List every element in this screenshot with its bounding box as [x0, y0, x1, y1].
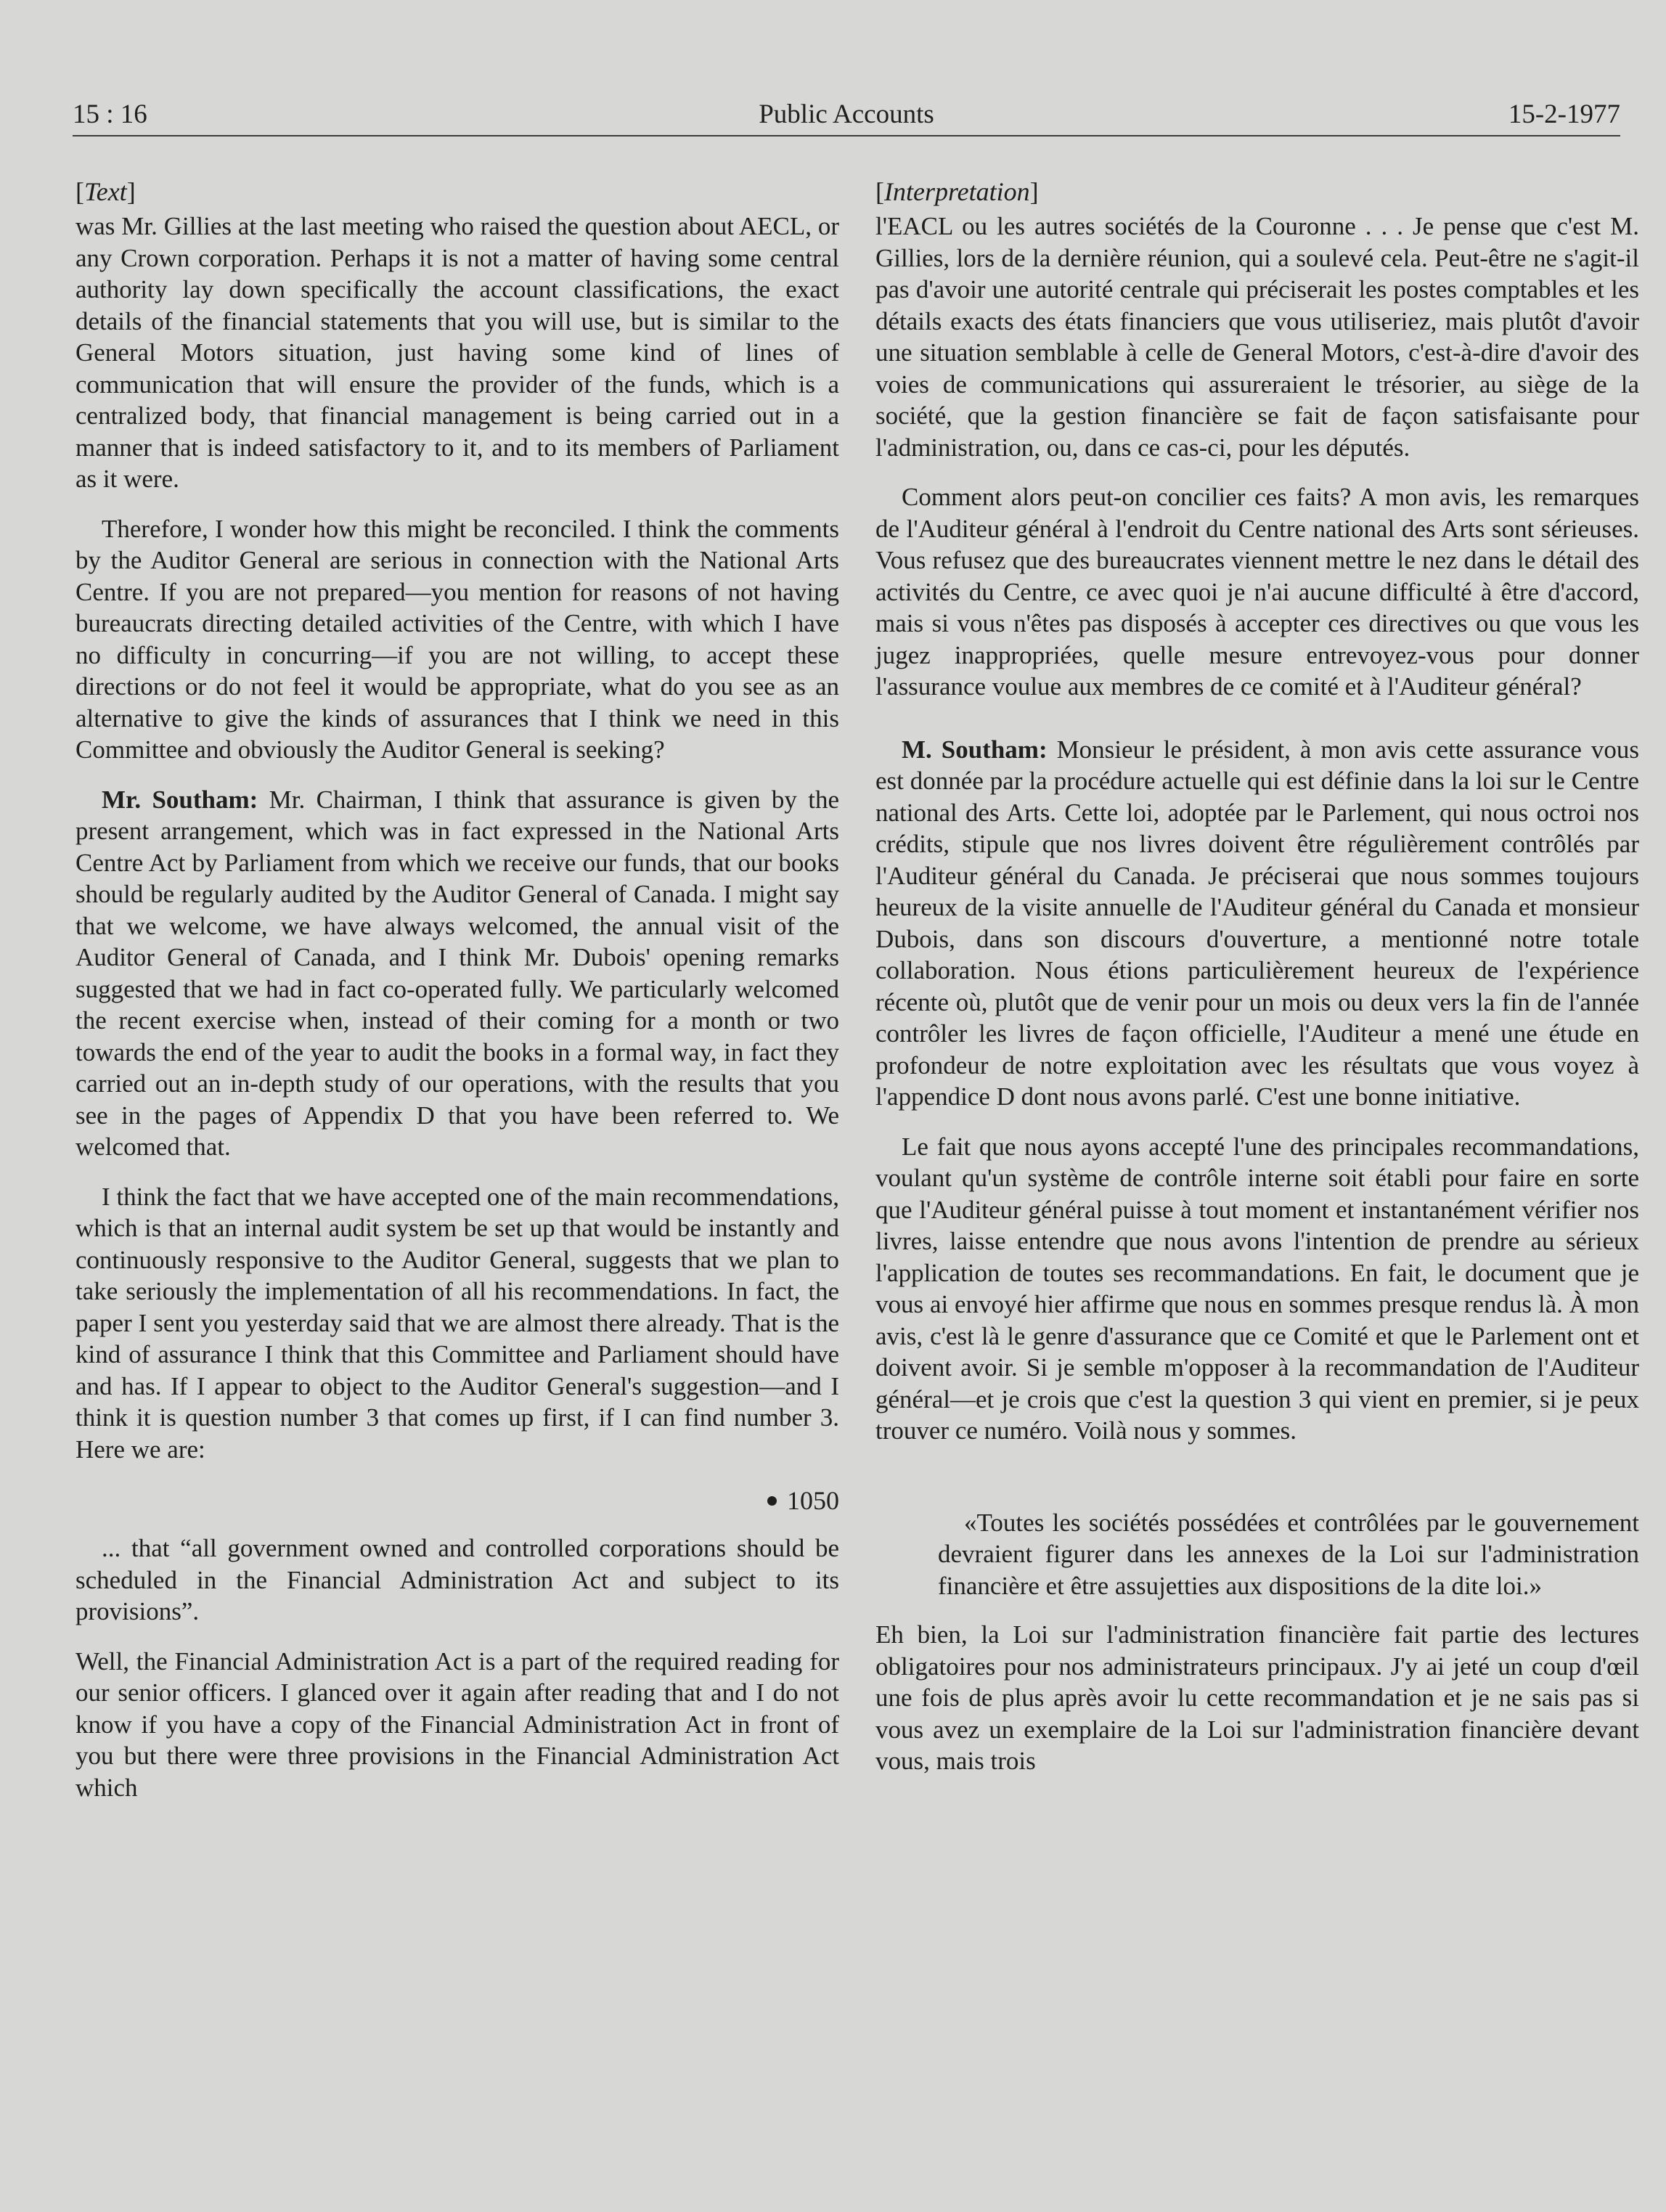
block-quote: ... that “all government owned and controlled corporations should be scheduled in the Financial Administration Act and subject to its provisions”. [75, 1534, 839, 1625]
time-marker [75, 1483, 839, 1518]
page-number: 15 : 16 [73, 99, 147, 129]
speaker-name: Mr. Southam: [102, 785, 258, 814]
speech-text: Monsieur le président, à mon avis cette assurance vous est donnée par la procédure actuelle qui est définie dans la loi sur le Centre national des Arts. Cette loi, adoptée par le Parlement, qui nous octroi nos crédits, stipule que nos livres doivent être régulièrement contrôlés par l'Auditeur général du Canada. Je préciserai que nous sommes toujours heureux de la visite annuelle de l'Auditeur général du Canada et monsieur Dubois, dans son discours d'ouverture, a mentionné notre totale collaboration. Nous étions particulièrement heureux de l'expérience récente où, plutôt que de venir pour un mois ou deux vers la fin de l'année contrôler les livres de façon officielle, l'Auditeur a mené une étude en profondeur de notre exploitation avec les résultats que vous voyez à l'appendice D dont nous avons parlé. C'est une bonne initiative. [875, 735, 1639, 1111]
english-column [75, 174, 839, 1821]
paragraph: Therefore, I wonder how this might be reconciled. I think the comments by the Auditor General are serious in connection with the National Arts Centre. If you are not prepared—you mention for reasons of not having bureaucrats directing detailed activities of the Centre, with which I have no difficulty in concurring—if you are not willing, to accept these directions or do not feel it would be appropriate, what do you see as an alternative to give the kinds of assurances that I think we need in this Committee and obviously the Auditor General is seeking? [75, 514, 839, 764]
section-tag-interpretation: [Interpretation] [875, 177, 1039, 206]
issue-date: 15-2-1977 [1508, 99, 1620, 129]
bullet-icon [767, 1496, 777, 1506]
paragraph: l'EACL ou les autres sociétés de la Couronne . . . Je pense que c'est M. Gillies, lors de la dernière réunion, qui a soulevé cela. Peut-être ne s'agit-il pas d'avoir une autorité centrale qui préciserait les postes comptables et les détails exacts des états financiers que vous utiliseriez, mais plutôt d'avoir une situation semblable à celle de General Motors, c'est-à-dire d'avoir des voies de communications qui assureraient le trésorier, au siège de la société, que la gestion financière se fait de façon satisfaisante pour l'administration, ou, dans ce cas-ci, pour les députés. [875, 212, 1639, 462]
paragraph [875, 734, 1639, 1113]
paragraph: Well, the Financial Administration Act is a part of the required reading for our senior officers. I glanced over it again after reading that and I do not know if you have a copy of the Financial Administration Act in front of you but there were three provisions in the Financial Administration Act which [75, 1646, 839, 1802]
spacer [875, 1465, 1639, 1507]
block-quote: «Toutes les sociétés possédées et contrôlées par le gouvernement devraient figurer dans les annexes de la Loi sur l'administration financière et être assujetties aux dispositions de la dite loi.» [938, 1508, 1639, 1600]
spacer [875, 721, 1639, 734]
french-column [875, 174, 1639, 1795]
paragraph: Comment alors peut-on concilier ces faits? A mon avis, les remarques de l'Auditeur général à l'endroit du Centre national des Arts sont sérieuses. Vous refusez que des bureaucrates viennent mettre le nez dans le détail des activités du Centre, ce avec quoi je n'ai aucune difficulté à être d'accord, mais si vous n'êtes pas disposés à accepter ces directives ou que vous les jugez inappropriées, quelle mesure entrevoyez-vous pour donner l'assurance voulue aux membres de ce comité et à l'Auditeur général? [875, 483, 1639, 701]
time-marker-value: 1050 [787, 1486, 839, 1515]
section-tag-text: [Text] [75, 177, 136, 206]
speech-text: Mr. Chairman, I think that assurance is given by the present arrangement, which was in fact expressed in the National Arts Centre Act by Parliament from which we receive our funds, that our books should be regularly audited by the Auditor General of Canada. I might say that we welcome, we have always welcomed, the annual visit of the Auditor General of Canada, and I think Mr. Dubois' opening remarks suggested that we had in fact co-operated fully. We particularly welcomed the recent exercise when, instead of their coming for a month or two towards the end of the year to audit the books in a formal way, in fact they carried out an in-depth study of our operations, with the results that you see in the pages of Appendix D that you have been referred to. We welcomed that. [75, 785, 839, 1161]
paragraph: was Mr. Gillies at the last meeting who raised the question about AECL, or any Crown corporation. Perhaps it is not a matter of having some central authority lay down specifically the account classifications, the exact details of the financial statements that you will use, but is similar to the General Motors situation, just having some kind of lines of communication that will ensure the provider of the funds, which is a centralized body, that financial management is being carried out in a manner that is indeed satisfactory to it, and to its members of Parliament as it were. [75, 212, 839, 493]
paragraph [75, 784, 839, 1163]
section-tag-label: Text [84, 177, 127, 206]
header-rule [73, 135, 1620, 136]
paragraph: Eh bien, la Loi sur l'administration financière fait partie des lectures obligatoires pour nos administrateurs principaux. J'y ai jeté un coup d'œil une fois de plus après avoir lu cette recommandation et je ne sais pas si vous avez un exemplaire de la Loi sur l'administration financière devant vous, mais trois [875, 1620, 1639, 1775]
paragraph: Le fait que nous ayons accepté l'une des principales recommandations, voulant qu'un système de contrôle interne soit établi pour faire en sorte que l'Auditeur général puisse à tout moment et instantanément vérifier nos livres, laisse entendre que nous avons l'intention de prendre au sérieux l'application de toutes ses recommandations. En fait, le document que je vous ai envoyé hier affirme que nous en sommes presque rendus là. À mon avis, c'est là le genre d'assurance que ce Comité et que le Parlement ont et doivent avoir. Si je semble m'opposer à la recommandation de l'Auditeur général—et je crois que c'est la question 3 qui vient en premier, si je peux trouver ce numéro. Voilà nous y sommes. [875, 1132, 1639, 1445]
running-header [73, 96, 1620, 134]
section-tag-label: Interpretation [884, 177, 1030, 206]
speaker-name: M. Southam: [902, 735, 1048, 764]
publication-title: Public Accounts [759, 99, 934, 129]
paragraph: I think the fact that we have accepted one of the main recommendations, which is that an internal audit system be set up that would be instantly and continuously responsive to the Auditor General, suggests that we plan to take seriously the implementation of all his recommendations. In fact, the paper I sent you yesterday said that we are almost there already. That is the kind of assurance I think that this Committee and Parliament should have and has. If I appear to object to the Auditor General's suggestion—and I think it is question number 3 that comes up first, if I can find number 3. Here we are: [75, 1182, 839, 1464]
